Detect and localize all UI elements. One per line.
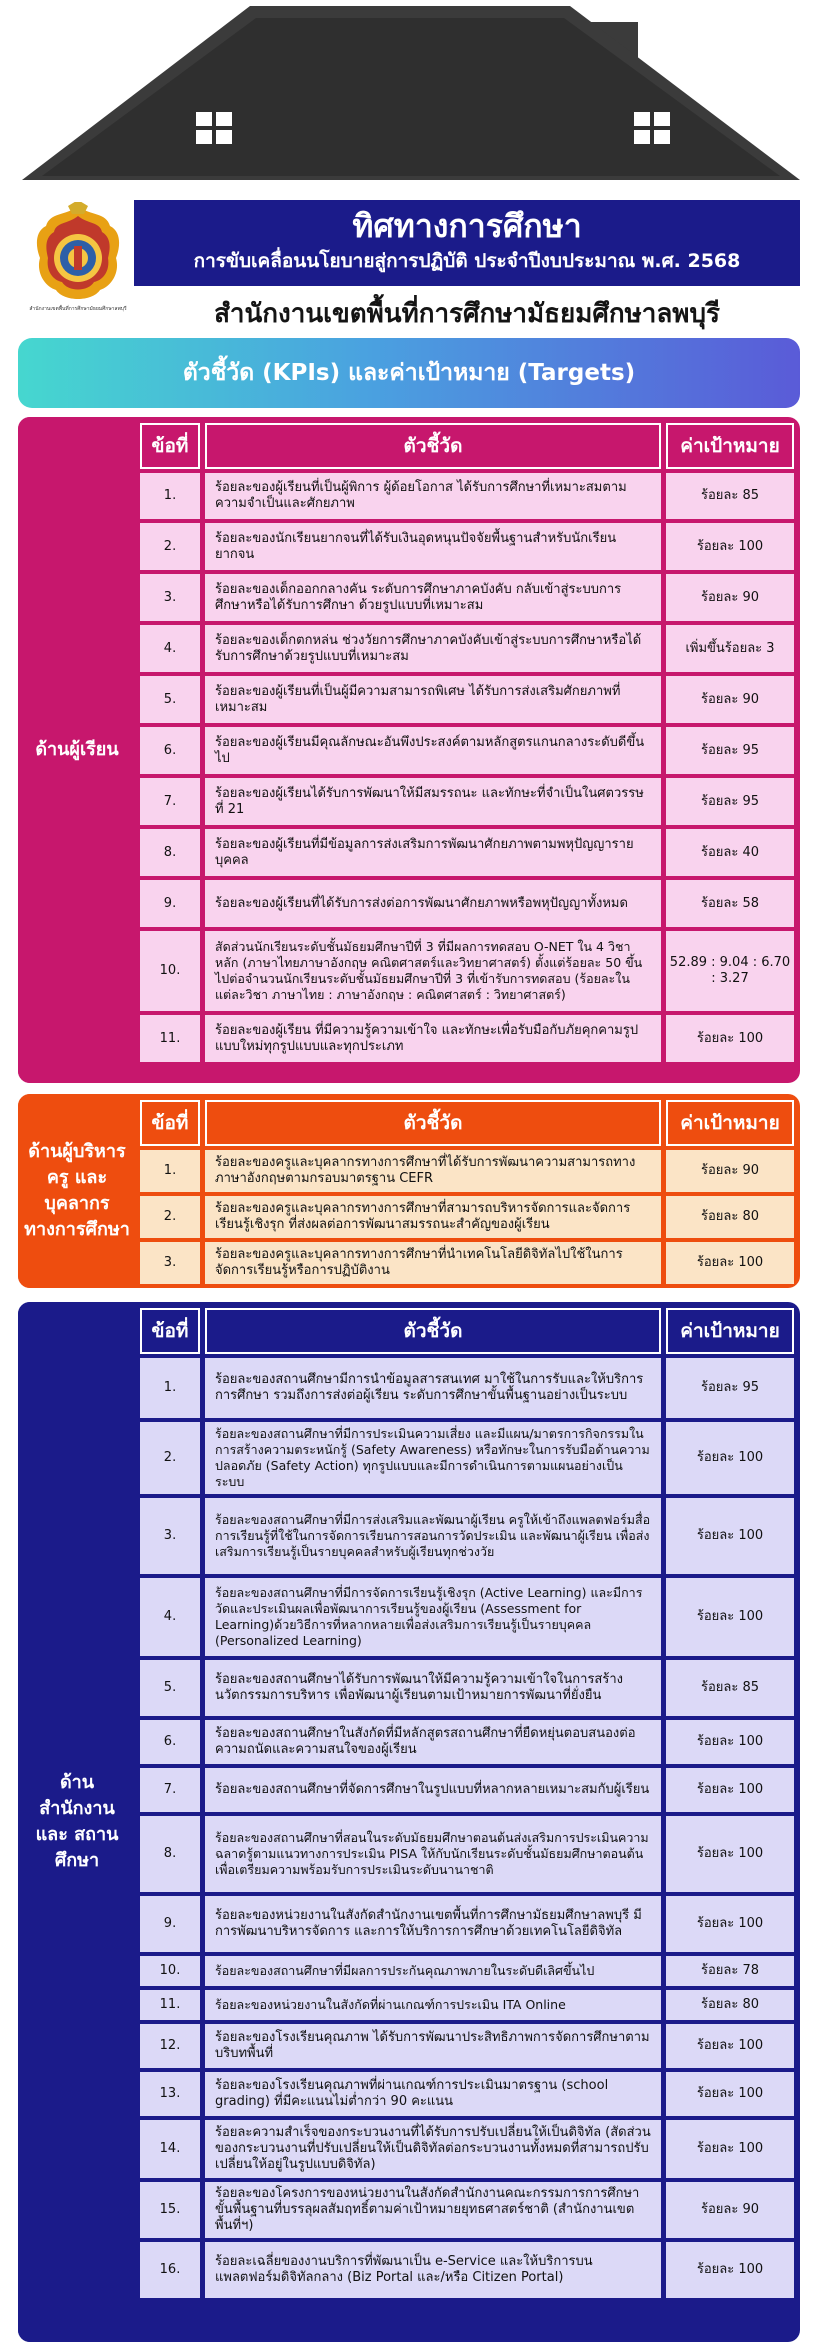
- table-row: [140, 829, 794, 876]
- row-number: 8.: [140, 829, 200, 876]
- column-header-target: ค่าเป้าหมาย: [666, 1308, 794, 1354]
- row-indicator: ร้อยละของผู้เรียนที่มีข้อมูลการส่งเสริมการพัฒนาศักยภาพตามพหุปัญญารายบุคคล: [205, 829, 661, 876]
- row-number: 6.: [140, 727, 200, 774]
- table-row: [140, 676, 794, 723]
- row-indicator: ร้อยละของสถานศึกษาได้รับการพัฒนาให้มีความรู้ความเข้าใจในการสร้างนวัตกรรมการบริหาร เพื่อพัฒนาผู้เรียนตามเป้าหมายการพัฒนาที่ยั่งยืน: [205, 1660, 661, 1716]
- row-target: ร้อยละ 78: [666, 1956, 794, 1986]
- table-row: [140, 778, 794, 825]
- row-number: 9.: [140, 1896, 200, 1952]
- row-indicator: ร้อยละของผู้เรียนที่เป็นผู้พิการ ผู้ด้อยโอกาส ได้รับการศึกษาที่เหมาะสมตามความจำเป็นและศักยภาพ: [205, 473, 661, 519]
- row-number: 1.: [140, 1150, 200, 1192]
- section-label: ด้านผู้บริหาร ครู และบุคลากร ทางการศึกษา: [18, 1094, 136, 1288]
- row-indicator: ร้อยละของโรงเรียนคุณภาพที่ผ่านเกณฑ์การประเมินมาตรฐาน (school grading) ที่มีคะแนนไม่ต่ำกว่า 90 คะแนน: [205, 2072, 661, 2116]
- row-indicator: ร้อยละของเด็กออกกลางคัน ระดับการศึกษาภาคบังคับ กลับเข้าสู่ระบบการศึกษาหรือได้รับการศึกษา ด้วยรูปแบบที่เหมาะสม: [205, 574, 661, 621]
- row-target: ร้อยละ 100: [666, 1768, 794, 1812]
- row-indicator: ร้อยละของสถานศึกษาในสังกัดที่มีหลักสูตรสถานศึกษาที่ยืดหยุ่นตอบสนองต่อความถนัดและความสนใจของผู้เรียน: [205, 1720, 661, 1764]
- row-indicator: ร้อยละของหน่วยงานในสังกัดที่ผ่านเกณฑ์การประเมิน ITA Online: [205, 1990, 661, 2020]
- table-row: [140, 2024, 794, 2068]
- row-target: ร้อยละ 100: [666, 2024, 794, 2068]
- row-indicator: ร้อยละของครูและบุคลากรทางการศึกษาที่สามารถบริหารจัดการและจัดการเรียนรู้เชิงรุก ที่ส่งผลต่อการพัฒนาสมรรถนะสำคัญของผู้เรียน: [205, 1196, 661, 1238]
- row-number: 2.: [140, 1422, 200, 1494]
- row-number: 7.: [140, 1768, 200, 1812]
- row-number: 11.: [140, 1015, 200, 1062]
- title-box: [134, 200, 800, 286]
- row-target: ร้อยละ 100: [666, 1015, 794, 1062]
- table-row: [140, 523, 794, 570]
- row-number: 16.: [140, 2242, 200, 2298]
- row-target: ร้อยละ 80: [666, 1196, 794, 1238]
- table-row: [140, 880, 794, 927]
- row-target: ร้อยละ 90: [666, 2182, 794, 2238]
- row-target: ร้อยละ 100: [666, 1578, 794, 1656]
- row-number: 15.: [140, 2182, 200, 2238]
- row-number: 5.: [140, 676, 200, 723]
- column-header-target: ค่าเป้าหมาย: [666, 423, 794, 469]
- logo-caption: สำนักงานเขตพื้นที่การศึกษามัธยมศึกษาลพบุรี: [29, 306, 127, 312]
- row-number: 12.: [140, 2024, 200, 2068]
- column-header-no: ข้อที่: [140, 423, 200, 469]
- row-target: ร้อยละ 90: [666, 676, 794, 723]
- table-row: [140, 1768, 794, 1812]
- row-target: ร้อยละ 80: [666, 1990, 794, 2020]
- row-target: ร้อยละ 95: [666, 727, 794, 774]
- row-indicator: ร้อยละของผู้เรียนที่เป็นผู้มีความสามารถพิเศษ ได้รับการส่งเสริมศักยภาพที่เหมาะสม: [205, 676, 661, 723]
- row-indicator: ร้อยละของนักเรียนยากจนที่ได้รับเงินอุดหนุนปัจจัยพื้นฐานสำหรับนักเรียนยากจน: [205, 523, 661, 570]
- row-indicator: ร้อยละของผู้เรียนได้รับการพัฒนาให้มีสมรรถนะ และทักษะที่จำเป็นในศตวรรษที่ 21: [205, 778, 661, 825]
- column-header-indicator: ตัวชี้วัด: [205, 423, 661, 469]
- row-number: 5.: [140, 1660, 200, 1716]
- table-row: [140, 1358, 794, 1418]
- section-label: ด้านสำนักงาน และ สถานศึกษา: [18, 1302, 136, 2342]
- row-target: ร้อยละ 58: [666, 880, 794, 927]
- table-row: [140, 473, 794, 519]
- page-subtitle: การขับเคลื่อนนโยบายสู่การปฏิบัติ ประจำปีงบประมาณ พ.ศ. 2568: [193, 250, 741, 272]
- row-indicator: ร้อยละความสำเร็จของกระบวนงานที่ได้รับการปรับเปลี่ยนให้เป็นดิจิทัล (สัดส่วนของกระบวนงานที่ปรับเปลี่ยนให้เป็นดิจิทัลต่อกระบวนงานทั้งหมดที่สามารถปรับเปลี่ยนให้อยู่ในรูปแบบดิจิทัล): [205, 2120, 661, 2178]
- table-row: [140, 1242, 794, 1284]
- row-target: ร้อยละ 100: [666, 1498, 794, 1574]
- section-office-schools: [18, 1302, 800, 2342]
- row-indicator: ร้อยละของผู้เรียนมีคุณลักษณะอันพึงประสงค์ตามหลักสูตรแกนกลางระดับดีขึ้นไป: [205, 727, 661, 774]
- obec-emblem-logo: [28, 202, 128, 310]
- table-row: [140, 1956, 794, 1986]
- row-indicator: ร้อยละของสถานศึกษาที่มีการประเมินความเสี่ยง และมีแผน/มาตรการกิจกรรมในการสร้างความตระหนักรู้ (Safety Awareness) หรือทักษะในการรับมือด้านความปลอดภัย (Safety Action) ทุกรูปแบบและมีการดำเนินการตามแผนอย่างเป็นระบบ: [205, 1422, 661, 1494]
- row-number: 8.: [140, 1816, 200, 1892]
- table-header: [140, 1308, 794, 1354]
- row-number: 1.: [140, 1358, 200, 1418]
- table-row: [140, 574, 794, 621]
- row-indicator: สัดส่วนนักเรียนระดับชั้นมัธยมศึกษาปีที่ 3 ที่มีผลการทดสอบ O-NET ใน 4 วิชาหลัก (ภาษาไทยภาษาอังกฤษ คณิตศาสตร์และวิทยาศาสตร์) ตั้งแต่ร้อยละ 50 ขึ้นไปต่อจำนวนนักเรียนระดับชั้นมัธยมศึกษาปีที่ 3 ที่เข้ารับการทดสอบ (ร้อยละในแต่ละวิชา ภาษาไทย : ภาษาอังกฤษ : คณิตศาสตร์ : วิทยาศาสตร์): [205, 931, 661, 1011]
- row-number: 3.: [140, 574, 200, 621]
- row-target: ร้อยละ 100: [666, 2072, 794, 2116]
- column-header-indicator: ตัวชี้วัด: [205, 1100, 661, 1146]
- row-target: ร้อยละ 100: [666, 1816, 794, 1892]
- row-number: 9.: [140, 880, 200, 927]
- column-header-no: ข้อที่: [140, 1100, 200, 1146]
- row-indicator: ร้อยละของครูและบุคลากรทางการศึกษาที่นำเทคโนโลยีดิจิทัลไปใช้ในการจัดการเรียนรู้หรือการปฏิบัติงาน: [205, 1242, 661, 1284]
- row-indicator: ร้อยละของครูและบุคลากรทางการศึกษาที่ได้รับการพัฒนาความสามารถทางภาษาอังกฤษตามกรอบมาตรฐาน CEFR: [205, 1150, 661, 1192]
- row-indicator: ร้อยละของโครงการของหน่วยงานในสังกัดสำนักงานคณะกรรมการการศึกษาขั้นพื้นฐานที่บรรลุผลสัมฤทธิ์ตามค่าเป้าหมายยุทธศาสตร์ชาติ (สำนักงานเขตพื้นที่ฯ): [205, 2182, 661, 2238]
- row-indicator: ร้อยละของสถานศึกษาที่มีการส่งเสริมและพัฒนาผู้เรียน ครูให้เข้าถึงแพลตฟอร์มสื่อการเรียนรู้ที่ใช้ในการจัดการเรียนการสอนการวัดประเมิน และพัฒนาผู้เรียน เพื่อส่งเสริมการเรียนรู้เป็นรายบุคคลสำหรับผู้เรียนทุกช่วงวัย: [205, 1498, 661, 1574]
- row-target: ร้อยละ 100: [666, 1896, 794, 1952]
- row-target: ร้อยละ 85: [666, 1660, 794, 1716]
- row-target: เพิ่มขึ้นร้อยละ 3: [666, 625, 794, 672]
- row-number: 7.: [140, 778, 200, 825]
- table-row: [140, 931, 794, 1011]
- table-header: [140, 423, 794, 469]
- table-row: [140, 1196, 794, 1238]
- house-roof-graphic: [0, 0, 822, 190]
- row-target: ร้อยละ 100: [666, 1422, 794, 1494]
- row-number: 4.: [140, 1578, 200, 1656]
- row-number: 10.: [140, 1956, 200, 1986]
- table-row: [140, 625, 794, 672]
- row-indicator: ร้อยละของสถานศึกษาที่มีผลการประกันคุณภาพภายในระดับดีเลิศขึ้นไป: [205, 1956, 661, 1986]
- table-row: [140, 2242, 794, 2298]
- column-header-target: ค่าเป้าหมาย: [666, 1100, 794, 1146]
- table-row: [140, 1720, 794, 1764]
- row-indicator: ร้อยละของสถานศึกษาที่สอนในระดับมัธยมศึกษาตอนต้นส่งเสริมการประเมินความฉลาดรู้ตามแนวทางการประเมิน PISA ให้กับนักเรียนระดับชั้นมัธยมศึกษาตอนต้นเพื่อเตรียมความพร้อมรับการประเมินระดับนานาชาติ: [205, 1816, 661, 1892]
- row-target: ร้อยละ 100: [666, 1242, 794, 1284]
- table-row: [140, 1578, 794, 1656]
- page-title: ทิศทางการศึกษา: [352, 207, 582, 245]
- row-number: 2.: [140, 523, 200, 570]
- row-target: ร้อยละ 90: [666, 1150, 794, 1192]
- row-number: 4.: [140, 625, 200, 672]
- row-indicator: ร้อยละของโรงเรียนคุณภาพ ได้รับการพัฒนาประสิทธิภาพการจัดการศึกษาตามบริบทพื้นที่: [205, 2024, 661, 2068]
- table-row: [140, 2072, 794, 2116]
- row-target: ร้อยละ 100: [666, 2242, 794, 2298]
- column-header-no: ข้อที่: [140, 1308, 200, 1354]
- kpi-banner: ตัวชี้วัด (KPIs) และค่าเป้าหมาย (Targets): [18, 338, 800, 408]
- row-indicator: ร้อยละของผู้เรียนที่ได้รับการส่งต่อการพัฒนาศักยภาพหรือพหุปัญญาทั้งหมด: [205, 880, 661, 927]
- row-indicator: ร้อยละของผู้เรียน ที่มีความรู้ความเข้าใจ และทักษะเพื่อรับมือกับภัยคุกคามรูปแบบใหม่ทุกรูปแบบและทุกประเภท: [205, 1015, 661, 1062]
- row-indicator: ร้อยละของหน่วยงานในสังกัดสำนักงานเขตพื้นที่การศึกษามัธยมศึกษาลพบุรี มีการพัฒนาบริหารจัดการ และการให้บริการการศึกษาด้วยเทคโนโลยีดิจิทัล: [205, 1896, 661, 1952]
- row-indicator: ร้อยละเฉลี่ยของงานบริการที่พัฒนาเป็น e-Service และให้บริการบนแพลตฟอร์มดิจิทัลกลาง (Biz Portal และ/หรือ Citizen Portal): [205, 2242, 661, 2298]
- row-target: ร้อยละ 100: [666, 2120, 794, 2178]
- row-number: 1.: [140, 473, 200, 519]
- office-name: สำนักงานเขตพื้นที่การศึกษามัธยมศึกษาลพบุรี: [214, 299, 720, 329]
- row-target: ร้อยละ 100: [666, 1720, 794, 1764]
- row-indicator: ร้อยละของสถานศึกษาที่มีการจัดการเรียนรู้เชิงรุก (Active Learning) และมีการวัดและประเมินผลเพื่อพัฒนาการเรียนรู้ของผู้เรียน (Assessment for Learning)ด้วยวิธีการที่หลากหลายเพื่อส่งเสริมการเรียนรู้เป็นรายบุคคล (Personalized Learning): [205, 1578, 661, 1656]
- row-number: 14.: [140, 2120, 200, 2178]
- table-row: [140, 1896, 794, 1952]
- row-target: ร้อยละ 90: [666, 574, 794, 621]
- row-target: ร้อยละ 100: [666, 523, 794, 570]
- table-row: [140, 1660, 794, 1716]
- table-row: [140, 1150, 794, 1192]
- row-target: ร้อยละ 95: [666, 778, 794, 825]
- table-row: [140, 2182, 794, 2238]
- table-row: [140, 1422, 794, 1494]
- row-target: 52.89 : 9.04 : 6.70 : 3.27: [666, 931, 794, 1011]
- column-header-indicator: ตัวชี้วัด: [205, 1308, 661, 1354]
- row-number: 3.: [140, 1242, 200, 1284]
- table-row: [140, 1015, 794, 1062]
- section-students: [18, 417, 800, 1083]
- row-number: 11.: [140, 1990, 200, 2020]
- row-target: ร้อยละ 40: [666, 829, 794, 876]
- section-personnel: [18, 1094, 800, 1288]
- row-number: 3.: [140, 1498, 200, 1574]
- row-indicator: ร้อยละของสถานศึกษาที่จัดการศึกษาในรูปแบบที่หลากหลายเหมาะสมกับผู้เรียน: [205, 1768, 661, 1812]
- row-indicator: ร้อยละของเด็กตกหล่น ช่วงวัยการศึกษาภาคบังคับเข้าสู่ระบบการศึกษาหรือได้รับการศึกษาด้วยรูปแบบที่เหมาะสม: [205, 625, 661, 672]
- row-target: ร้อยละ 95: [666, 1358, 794, 1418]
- table-row: [140, 1816, 794, 1892]
- row-indicator: ร้อยละของสถานศึกษามีการนำข้อมูลสารสนเทศ มาใช้ในการรับและให้บริการการศึกษา รวมถึงการส่งต่อผู้เรียน ระดับการศึกษาขั้นพื้นฐานอย่างเป็นระบบ: [205, 1358, 661, 1418]
- row-number: 6.: [140, 1720, 200, 1764]
- table-row: [140, 727, 794, 774]
- table-row: [140, 2120, 794, 2178]
- table-row: [140, 1990, 794, 2020]
- row-number: 2.: [140, 1196, 200, 1238]
- row-number: 13.: [140, 2072, 200, 2116]
- table-header: [140, 1100, 794, 1146]
- row-target: ร้อยละ 85: [666, 473, 794, 519]
- table-row: [140, 1498, 794, 1574]
- section-label: ด้านผู้เรียน: [18, 417, 136, 1083]
- row-number: 10.: [140, 931, 200, 1011]
